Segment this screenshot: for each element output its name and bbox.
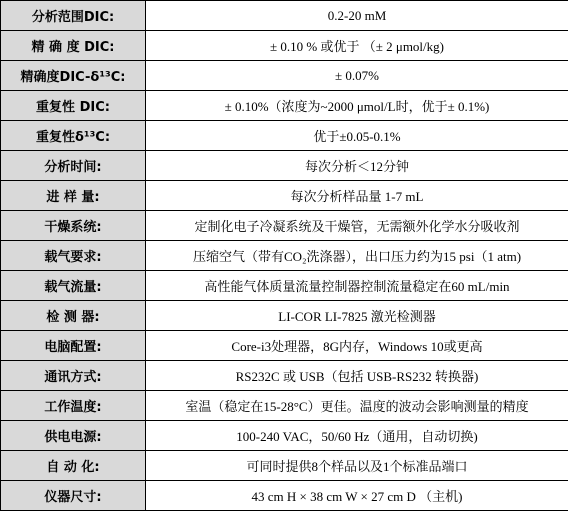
spec-value: 100-240 VAC，50/60 Hz（通用，自动切换) [146,421,568,451]
spec-label: 电脑配置: [1,331,146,361]
spec-label: 重复性δ¹³C: [1,121,146,151]
table-row [1,331,568,361]
spec-value: RS232C 或 USB（包括 USB-RS232 转换器) [146,361,568,391]
spec-value: 43 cm H × 38 cm W × 27 cm D （主机) [146,481,568,511]
spec-value: ± 0.10 % 或优于 （± 2 μmol/kg) [146,31,568,61]
table-row [1,391,568,421]
spec-value: ± 0.07% [146,61,568,91]
table-row [1,361,568,391]
table-row [1,271,568,301]
table-row [1,301,568,331]
spec-value: 0.2-20 mM [146,1,568,31]
spec-value: LI-COR LI-7825 激光检测器 [146,301,568,331]
spec-label: 分析时间: [1,151,146,181]
spec-value: 可同时提供8个样品以及1个标准品端口 [146,451,568,481]
spec-value: 室温（稳定在15-28°C）更佳。温度的波动会影响测量的精度 [146,391,568,421]
table-row [1,61,568,91]
table-row [1,31,568,61]
spec-label: 精 确 度 DIC: [1,31,146,61]
spec-label: 工作温度: [1,391,146,421]
table-row [1,421,568,451]
spec-value: 定制化电子冷凝系统及干燥管，无需额外化学水分吸收剂 [146,211,568,241]
spec-label: 自 动 化: [1,451,146,481]
spec-value: 压缩空气（带有CO₂洗涤器），出口压力约为15 psi（1 atm) [146,241,568,271]
spec-table-body [1,1,568,511]
spec-label: 载气要求: [1,241,146,271]
spec-label: 仪器尺寸: [1,481,146,511]
table-row [1,211,568,241]
spec-label: 进 样 量: [1,181,146,211]
spec-value: Core-i3处理器，8G内存，Windows 10或更高 [146,331,568,361]
table-row [1,151,568,181]
spec-value: 每次分析＜12分钟 [146,151,568,181]
table-row [1,241,568,271]
table-row [1,181,568,211]
spec-value: 每次分析样品量 1-7 mL [146,181,568,211]
spec-label: 重复性 DIC: [1,91,146,121]
spec-label: 供电电源: [1,421,146,451]
table-row [1,481,568,511]
spec-label: 精确度DIC-δ¹³C: [1,61,146,91]
spec-label: 干燥系统: [1,211,146,241]
spec-label: 检 测 器: [1,301,146,331]
table-row [1,121,568,151]
spec-value: 高性能气体质量流量控制器控制流量稳定在60 mL/min [146,271,568,301]
spec-label: 分析范围DIC: [1,1,146,31]
spec-label: 载气流量: [1,271,146,301]
table-row [1,1,568,31]
spec-value: ± 0.10%（浓度为~2000 μmol/L时，优于± 0.1%) [146,91,568,121]
spec-value: 优于±0.05-0.1% [146,121,568,151]
table-row [1,91,568,121]
spec-label: 通讯方式: [1,361,146,391]
table-row [1,451,568,481]
